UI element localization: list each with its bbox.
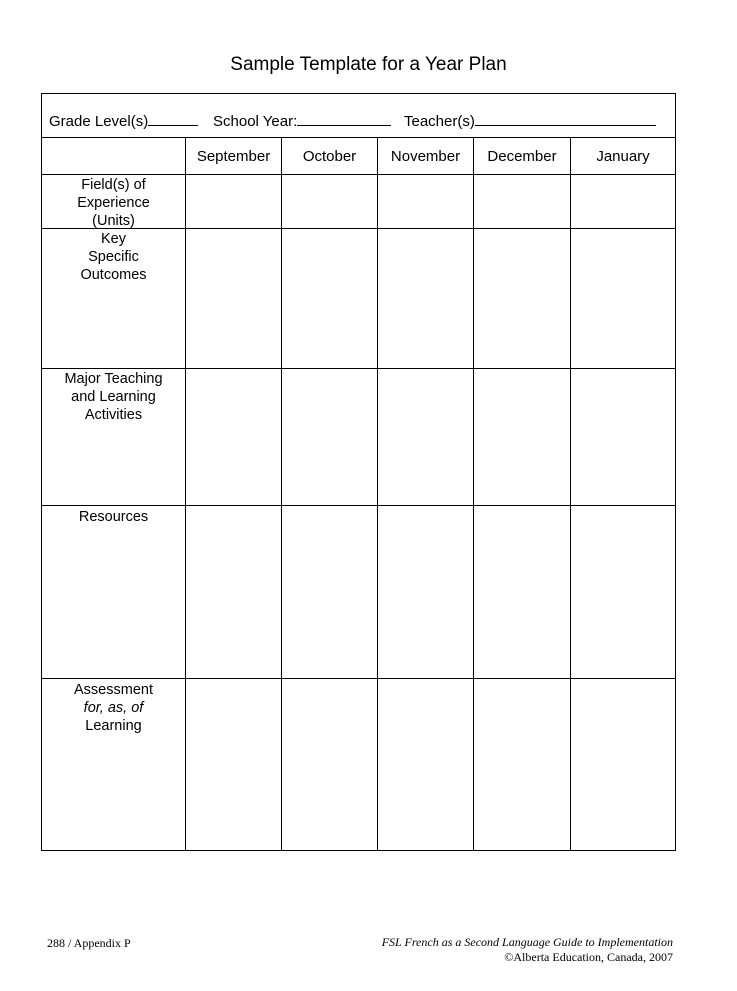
teacher-blank[interactable] [475, 111, 656, 126]
plan-cell[interactable] [571, 175, 675, 228]
plan-row-teaching-activities [42, 369, 675, 506]
plan-cell[interactable] [378, 175, 474, 228]
teacher-label: Teacher(s) [404, 113, 475, 130]
row-label-line: Resources [78, 509, 149, 525]
plan-cell[interactable] [474, 175, 571, 228]
plan-cell[interactable] [186, 679, 282, 850]
month-header-row [42, 138, 675, 175]
plan-cell[interactable] [186, 369, 282, 505]
plan-cell[interactable] [474, 679, 571, 850]
plan-cell[interactable] [282, 679, 378, 850]
month-header: November [378, 138, 474, 174]
plan-cell[interactable] [282, 369, 378, 505]
row-label [42, 175, 186, 228]
plan-row-fields-of-experience [42, 175, 675, 229]
row-label-line: Key [101, 231, 126, 247]
row-label-line: for, as, of [83, 700, 144, 716]
plan-cell[interactable] [571, 679, 675, 850]
row-label-line: Activities [84, 407, 143, 423]
info-row [42, 94, 675, 138]
row-label-line: (Units) [92, 213, 135, 229]
teacher-field[interactable] [404, 111, 656, 130]
row-label-line: Major Teaching [64, 371, 163, 387]
month-header: October [282, 138, 378, 174]
school-year-blank[interactable] [297, 111, 391, 126]
year-plan-table [41, 93, 676, 851]
plan-cell[interactable] [282, 506, 378, 678]
page-number: 288 / Appendix P [47, 936, 131, 950]
row-label-line: Learning [85, 718, 142, 734]
plan-cell[interactable] [571, 506, 675, 678]
plan-row-assessment [42, 679, 675, 850]
plan-cell[interactable] [571, 229, 675, 368]
plan-cell[interactable] [282, 229, 378, 368]
row-label-line: Experience [77, 195, 150, 211]
plan-cell[interactable] [474, 229, 571, 368]
month-header: December [474, 138, 571, 174]
footer-citation [382, 935, 673, 965]
month-header: January [596, 148, 650, 165]
month-header: September [186, 138, 282, 174]
plan-cell[interactable] [186, 506, 282, 678]
page-title: Sample Template for a Year Plan [230, 54, 507, 75]
plan-cell[interactable] [474, 369, 571, 505]
plan-cell[interactable] [282, 175, 378, 228]
row-label [42, 229, 186, 368]
grade-level-label: Grade Level(s) [49, 113, 149, 130]
school-year-field[interactable] [213, 111, 391, 130]
row-label-line: Field(s) of [81, 177, 146, 193]
plan-row-key-specific-outcomes [42, 229, 675, 369]
plan-cell[interactable] [378, 679, 474, 850]
copyright: ©Alberta Education, Canada, 2007 [504, 950, 673, 964]
guide-title: FSL French as a Second Language Guide to Implementation [381, 935, 673, 949]
plan-cell[interactable] [571, 369, 675, 505]
plan-cell[interactable] [378, 229, 474, 368]
plan-cell[interactable] [186, 229, 282, 368]
header-corner-cell [42, 138, 186, 174]
row-label-line: Outcomes [80, 267, 147, 283]
plan-cell[interactable] [186, 175, 282, 228]
plan-cell[interactable] [474, 506, 571, 678]
grade-level-blank[interactable] [148, 111, 198, 126]
row-label-line: Assessment [74, 682, 153, 698]
row-label-line: Specific [88, 249, 139, 265]
row-label [42, 679, 186, 850]
plan-cell[interactable] [378, 369, 474, 505]
row-label [42, 506, 186, 678]
plan-row-resources [42, 506, 675, 679]
row-label-line: and Learning [71, 389, 156, 405]
row-label [42, 369, 186, 505]
grade-level-field[interactable] [49, 111, 198, 130]
school-year-label: School Year: [213, 113, 298, 130]
plan-cell[interactable] [378, 506, 474, 678]
